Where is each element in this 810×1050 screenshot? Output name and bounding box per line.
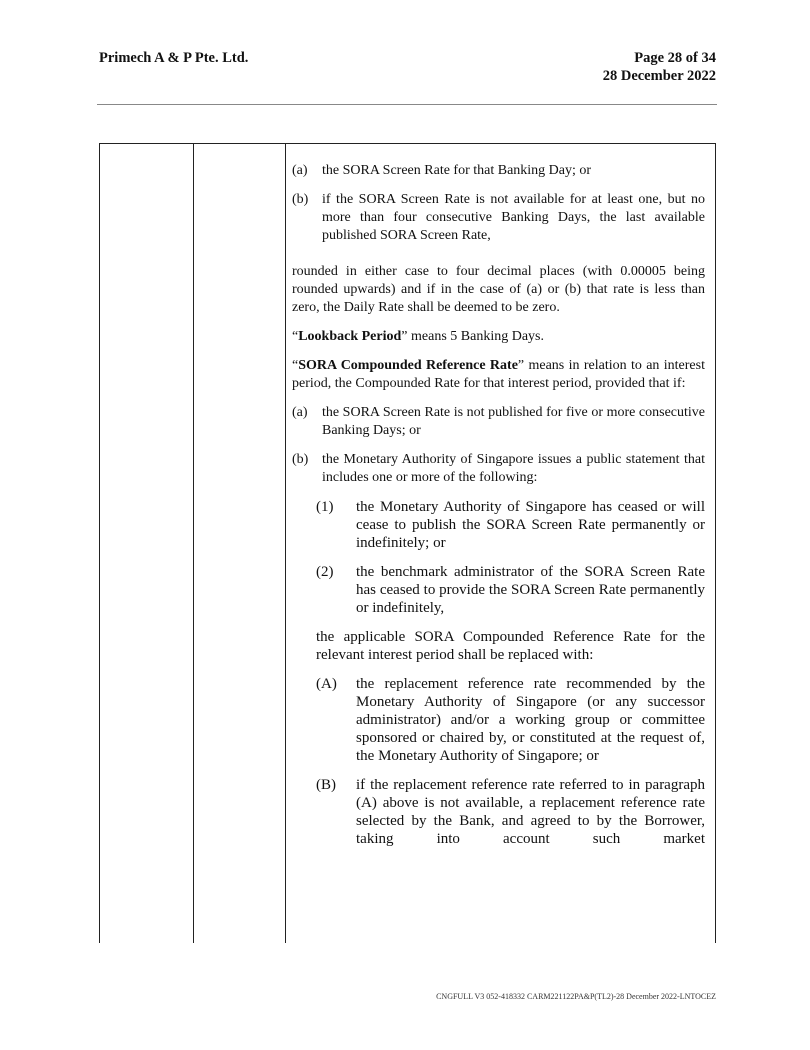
list-item [292, 451, 705, 487]
page-number: Page 28 of 34 [634, 50, 716, 66]
page-info [603, 49, 716, 85]
item-label: (b) [292, 452, 309, 467]
defined-term: SORA Compounded Reference Rate [298, 358, 518, 373]
item-label: (a) [292, 163, 308, 178]
paragraph: the applicable SORA Compounded Reference Rate for the relevant interest period shall be replaced with: [316, 629, 705, 663]
item-label: (B) [316, 777, 336, 793]
column-divider [193, 144, 194, 943]
list-item [316, 776, 705, 848]
definition-lookback: “Lookback Period” means 5 Banking Days. [292, 329, 544, 344]
item-text: the replacement reference rate recommended by the Monetary Authority of Singapore (or any successor administrator) and/or a working group or committee sponsored or chaired by, or constituted at the request of, the Monetary Authority of Singapore; or [356, 676, 705, 764]
item-text: the SORA Screen Rate is not published for five or more consecutive Banking Days; or [322, 405, 705, 438]
paragraph: rounded in either case to four decimal places (with 0.00005 being rounded upwards) and if in the case of (a) or (b) that rate is less than zero, the Daily Rate shall be deemed to be zero. [292, 264, 705, 315]
item-text: the Monetary Authority of Singapore issues a public statement that includes one or more of the following: [322, 452, 705, 485]
item-text: if the replacement reference rate referred to in paragraph (A) above is not available, a replacement reference rate selected by the Bank, and agreed to by the Borrower, taking into account such market [356, 777, 705, 847]
item-text: the Monetary Authority of Singapore has ceased or will cease to publish the SORA Screen Rate permanently or indefinitely; or [356, 499, 705, 551]
item-label: (b) [292, 192, 309, 207]
header-divider [97, 104, 717, 105]
item-text: the SORA Screen Rate for that Banking Day; or [322, 163, 592, 178]
document-date: 28 December 2022 [602, 68, 716, 84]
item-label: (2) [316, 564, 334, 580]
defined-term: Lookback Period [298, 329, 402, 344]
list-item [316, 675, 705, 765]
list-item [292, 162, 705, 180]
list-item [316, 498, 705, 552]
item-label: (A) [316, 676, 337, 692]
item-text: if the SORA Screen Rate is not available for at least one, but no more than four consecutive Banking Days, the last available published SORA Screen Rate, [322, 192, 705, 243]
list-item [292, 191, 705, 245]
list-item [316, 563, 705, 617]
definition-sora: “SORA Compounded Reference Rate” means in relation to an interest period, the Compounded Rate for that interest period, provided that if: [292, 358, 705, 391]
item-text: the benchmark administrator of the SORA Screen Rate has ceased to provide the SORA Screen Rate permanently or indefinitely, [356, 564, 705, 616]
clause-text-cell [292, 162, 705, 859]
footer-reference: CNGFULL V3 052-418332 CARM221122PA&P(TL2)-28 December 2022-LNTOCEZ [436, 992, 716, 1001]
item-label: (a) [292, 405, 308, 420]
company-name: Primech A & P Pte. Ltd. [99, 50, 249, 66]
column-divider [285, 144, 286, 943]
list-item [292, 404, 705, 440]
item-label: (1) [316, 499, 334, 515]
